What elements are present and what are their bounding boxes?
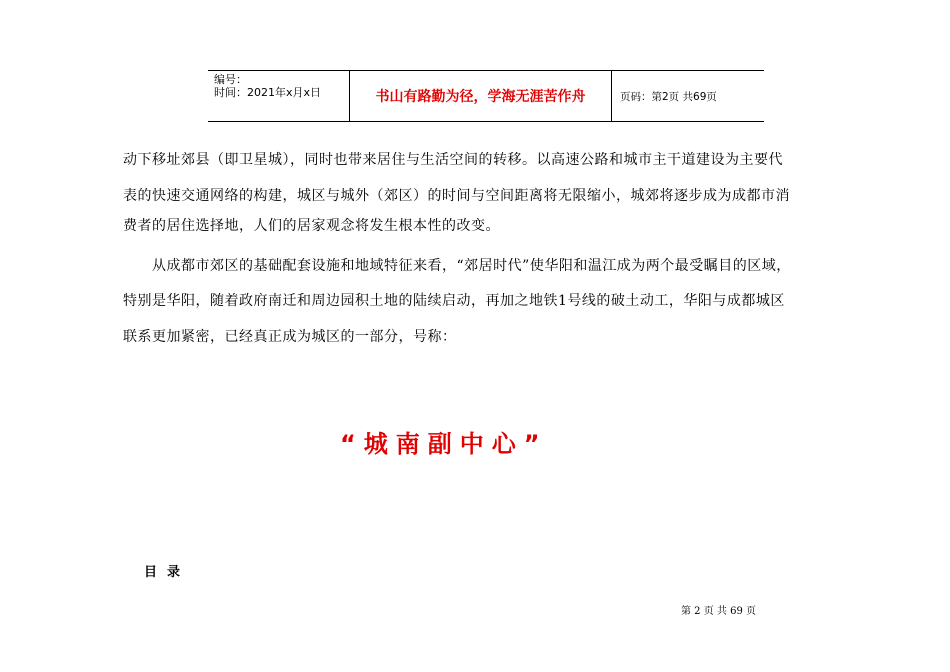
body-line: 特别是华阳，随着政府南迁和周边园积土地的陆续启动，再加之地铁1号线的破土动工，华阳与成都城区	[123, 293, 785, 309]
header-meta	[208, 71, 350, 121]
toc-heading: 目录	[144, 565, 191, 580]
body-line: 动下移址郊县（即卫星城），同时也带来居住与生活空间的转移。以高速公路和城市主干道建设为主要代	[123, 152, 783, 168]
document-number-label: 编号：	[214, 73, 247, 86]
header-motto: 书山有路勤为径，学海无涯苦作舟	[350, 71, 612, 121]
body-line: 表的快速交通网络的构建，城区与城外（郊区）的时间与空间距离将无限缩小，城郊将逐步成为成都市消	[123, 188, 790, 204]
body-line: 费者的居住选择地，人们的居家观念将发生根本性的改变。	[123, 218, 500, 234]
body-line: 从成都市郊区的基础配套设施和地域特征来看，“郊居时代”使华阳和温江成为两个最受瞩目的区域，	[123, 258, 791, 274]
page-header	[208, 70, 764, 122]
header-page-info: 页码：第2页 共69页	[620, 90, 717, 103]
body-line: 联系更加紧密，已经真正成为城区的一部分，号称：	[123, 329, 457, 345]
document-time: 时间：2021年x月x日	[214, 86, 322, 99]
highlight-title: “城南副中心”	[340, 430, 548, 458]
page-footer: 第 2 页 共 69 页	[681, 606, 756, 617]
